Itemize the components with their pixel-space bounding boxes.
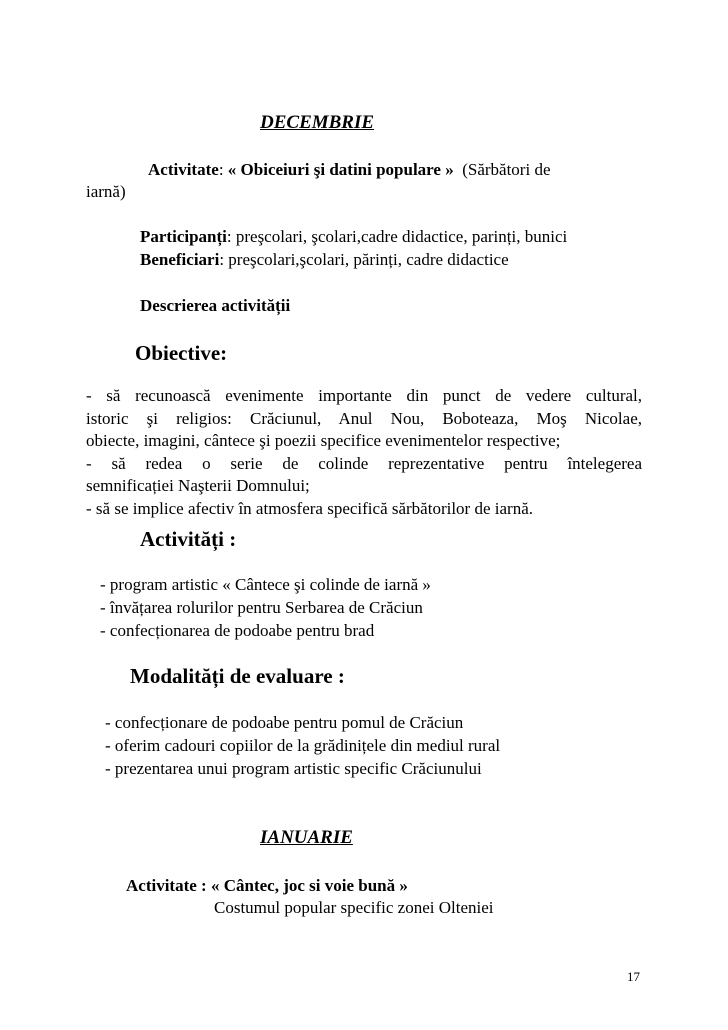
december-activity: Activitate: « Obiceiuri şi datini populare » (Sărbători de [148, 160, 551, 179]
evaluation-heading: Modalități de evaluare : [130, 664, 345, 688]
activity-title: « Obiceiuri şi datini populare » [227, 160, 454, 179]
objective-line: - să redea o serie de colinde reprezentative pentru întelegerea [86, 453, 642, 473]
activity-item: - învățarea rolurilor pentru Serbarea de Crăciun [100, 598, 423, 617]
objective-line: istoric şi religios: Crăciunul, Anul Nou, Boboteaza, Moş Nicolae, [86, 408, 642, 428]
page-number: 17 [627, 969, 640, 984]
participants-value: : preşcolari, şcolari,cadre didactice, parinți, bunici [226, 227, 568, 246]
evaluation-item: - prezentarea unui program artistic specific Crăciunului [105, 759, 482, 778]
description-heading: Descrierea activității [140, 296, 291, 315]
objectives-heading: Obiective: [135, 341, 228, 365]
evaluation-item: - confecționare de podoabe pentru pomul de Crăciun [105, 713, 464, 732]
activity-label: Activitate [148, 160, 219, 179]
objectives-list [86, 385, 642, 520]
participants-label: Participanți [140, 227, 227, 246]
objective-line: semnificației Naşterii Domnului; [86, 476, 310, 495]
january-subtitle: Costumul popular specific zonei Olteniei [214, 898, 494, 917]
january-activity: Activitate : « Cântec, joc si voie bună » [126, 876, 408, 895]
participants-line [140, 227, 567, 247]
evaluation-item: - oferim cadouri copiilor de la grădinițele din mediul rural [105, 736, 501, 755]
january-title: IANUARIE [260, 827, 353, 848]
beneficiaries-value: : preşcolari,şcolari, părinți, cadre didactice [219, 250, 509, 269]
december-title: DECEMBRIE [260, 112, 375, 133]
activity-note: (Sărbători de [462, 160, 551, 179]
activity-item: - confecționarea de podoabe pentru brad [100, 621, 375, 640]
objective-line: - să recunoască evenimente importante din punct de vedere cultural, [86, 386, 642, 405]
objective-line: - să se implice afectiv în atmosfera specifică sărbătorilor de iarnă. [86, 498, 533, 518]
beneficiaries-line [140, 250, 509, 270]
activity-note-continuation: iarnă) [86, 182, 126, 201]
objective-line: obiecte, imagini, cântece şi poezii specifice evenimentelor respective; [86, 431, 561, 450]
activity-item: - program artistic « Cântece şi colinde de iarnă » [100, 575, 431, 594]
activities-heading: Activități : [140, 527, 237, 551]
beneficiaries-label: Beneficiari [140, 250, 220, 269]
